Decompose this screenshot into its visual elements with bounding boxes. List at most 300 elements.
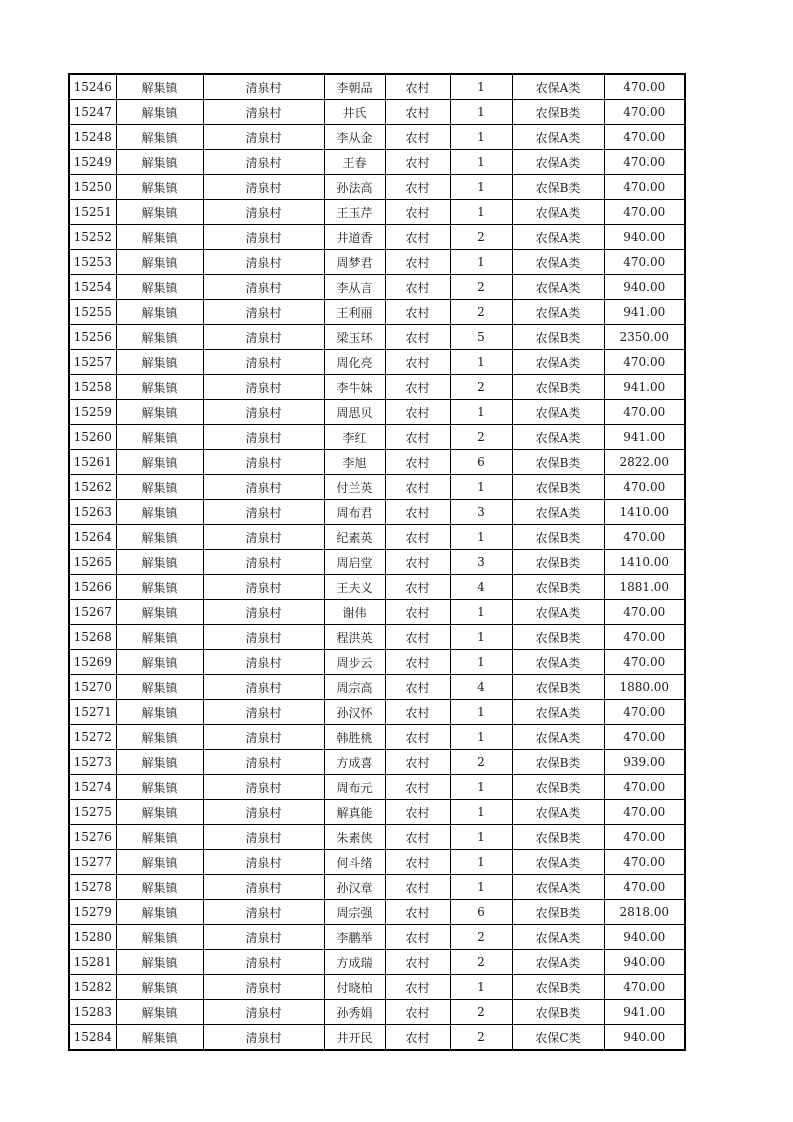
cell-amount: 470.00 bbox=[604, 150, 685, 175]
cell-count: 1 bbox=[450, 850, 512, 875]
cell-amount: 470.00 bbox=[604, 74, 685, 100]
cell-village: 清泉村 bbox=[203, 525, 324, 550]
cell-insurance-class: 农保B类 bbox=[512, 325, 604, 350]
cell-town: 解集镇 bbox=[116, 675, 203, 700]
cell-residence: 农村 bbox=[385, 700, 450, 725]
cell-name: 井氏 bbox=[324, 100, 385, 125]
cell-village: 清泉村 bbox=[203, 550, 324, 575]
cell-count: 2 bbox=[450, 925, 512, 950]
cell-residence: 农村 bbox=[385, 550, 450, 575]
cell-residence: 农村 bbox=[385, 575, 450, 600]
table-row bbox=[69, 150, 685, 175]
cell-count: 5 bbox=[450, 325, 512, 350]
table-row bbox=[69, 675, 685, 700]
table-row bbox=[69, 450, 685, 475]
cell-serial: 15271 bbox=[69, 700, 116, 725]
cell-name: 孙汉怀 bbox=[324, 700, 385, 725]
cell-residence: 农村 bbox=[385, 100, 450, 125]
cell-residence: 农村 bbox=[385, 425, 450, 450]
table-row bbox=[69, 950, 685, 975]
cell-town: 解集镇 bbox=[116, 575, 203, 600]
cell-serial: 15261 bbox=[69, 450, 116, 475]
cell-residence: 农村 bbox=[385, 850, 450, 875]
cell-residence: 农村 bbox=[385, 975, 450, 1000]
cell-residence: 农村 bbox=[385, 525, 450, 550]
cell-village: 清泉村 bbox=[203, 475, 324, 500]
cell-count: 1 bbox=[450, 475, 512, 500]
cell-count: 1 bbox=[450, 175, 512, 200]
cell-serial: 15273 bbox=[69, 750, 116, 775]
cell-amount: 940.00 bbox=[604, 1025, 685, 1051]
cell-name: 孙汉章 bbox=[324, 875, 385, 900]
cell-insurance-class: 农保A类 bbox=[512, 200, 604, 225]
cell-village: 清泉村 bbox=[203, 750, 324, 775]
cell-insurance-class: 农保B类 bbox=[512, 1000, 604, 1025]
cell-residence: 农村 bbox=[385, 1025, 450, 1051]
cell-town: 解集镇 bbox=[116, 125, 203, 150]
cell-insurance-class: 农保B类 bbox=[512, 625, 604, 650]
cell-amount: 470.00 bbox=[604, 775, 685, 800]
table-row bbox=[69, 250, 685, 275]
cell-name: 韩胜桃 bbox=[324, 725, 385, 750]
cell-village: 清泉村 bbox=[203, 800, 324, 825]
cell-amount: 1410.00 bbox=[604, 500, 685, 525]
cell-name: 周宗强 bbox=[324, 900, 385, 925]
cell-name: 方成喜 bbox=[324, 750, 385, 775]
cell-town: 解集镇 bbox=[116, 450, 203, 475]
cell-count: 2 bbox=[450, 300, 512, 325]
table-row bbox=[69, 100, 685, 125]
cell-insurance-class: 农保A类 bbox=[512, 350, 604, 375]
table-row bbox=[69, 175, 685, 200]
cell-name: 谢伟 bbox=[324, 600, 385, 625]
cell-insurance-class: 农保B类 bbox=[512, 750, 604, 775]
cell-insurance-class: 农保B类 bbox=[512, 775, 604, 800]
cell-name: 王夫义 bbox=[324, 575, 385, 600]
cell-town: 解集镇 bbox=[116, 150, 203, 175]
cell-count: 2 bbox=[450, 1025, 512, 1051]
cell-amount: 470.00 bbox=[604, 700, 685, 725]
cell-count: 1 bbox=[450, 975, 512, 1000]
cell-town: 解集镇 bbox=[116, 500, 203, 525]
cell-serial: 15254 bbox=[69, 275, 116, 300]
cell-town: 解集镇 bbox=[116, 525, 203, 550]
cell-insurance-class: 农保A类 bbox=[512, 800, 604, 825]
cell-town: 解集镇 bbox=[116, 1000, 203, 1025]
cell-serial: 15248 bbox=[69, 125, 116, 150]
cell-serial: 15266 bbox=[69, 575, 116, 600]
cell-amount: 470.00 bbox=[604, 525, 685, 550]
cell-amount: 470.00 bbox=[604, 850, 685, 875]
cell-serial: 15253 bbox=[69, 250, 116, 275]
cell-amount: 1881.00 bbox=[604, 575, 685, 600]
table-row bbox=[69, 200, 685, 225]
cell-amount: 941.00 bbox=[604, 375, 685, 400]
cell-count: 6 bbox=[450, 900, 512, 925]
cell-amount: 470.00 bbox=[604, 625, 685, 650]
cell-count: 1 bbox=[450, 350, 512, 375]
cell-name: 李从金 bbox=[324, 125, 385, 150]
cell-village: 清泉村 bbox=[203, 775, 324, 800]
cell-insurance-class: 农保A类 bbox=[512, 275, 604, 300]
cell-village: 清泉村 bbox=[203, 200, 324, 225]
cell-town: 解集镇 bbox=[116, 100, 203, 125]
cell-town: 解集镇 bbox=[116, 950, 203, 975]
table-row bbox=[69, 800, 685, 825]
cell-insurance-class: 农保A类 bbox=[512, 225, 604, 250]
table-row bbox=[69, 875, 685, 900]
cell-village: 清泉村 bbox=[203, 600, 324, 625]
cell-count: 1 bbox=[450, 125, 512, 150]
cell-serial: 15263 bbox=[69, 500, 116, 525]
table-row bbox=[69, 125, 685, 150]
cell-name: 方成瑞 bbox=[324, 950, 385, 975]
cell-town: 解集镇 bbox=[116, 900, 203, 925]
table-row bbox=[69, 775, 685, 800]
cell-town: 解集镇 bbox=[116, 275, 203, 300]
cell-serial: 15259 bbox=[69, 400, 116, 425]
table-row bbox=[69, 700, 685, 725]
cell-insurance-class: 农保A类 bbox=[512, 950, 604, 975]
cell-amount: 470.00 bbox=[604, 400, 685, 425]
cell-count: 2 bbox=[450, 1000, 512, 1025]
cell-insurance-class: 农保C类 bbox=[512, 1025, 604, 1051]
cell-count: 2 bbox=[450, 425, 512, 450]
cell-serial: 15275 bbox=[69, 800, 116, 825]
cell-name: 周化亮 bbox=[324, 350, 385, 375]
table-row bbox=[69, 300, 685, 325]
cell-village: 清泉村 bbox=[203, 725, 324, 750]
cell-village: 清泉村 bbox=[203, 225, 324, 250]
cell-insurance-class: 农保B类 bbox=[512, 550, 604, 575]
cell-insurance-class: 农保A类 bbox=[512, 700, 604, 725]
cell-insurance-class: 农保B类 bbox=[512, 975, 604, 1000]
cell-residence: 农村 bbox=[385, 750, 450, 775]
cell-amount: 940.00 bbox=[604, 925, 685, 950]
cell-count: 2 bbox=[450, 225, 512, 250]
cell-town: 解集镇 bbox=[116, 175, 203, 200]
cell-amount: 940.00 bbox=[604, 950, 685, 975]
cell-insurance-class: 农保B类 bbox=[512, 450, 604, 475]
table-row bbox=[69, 500, 685, 525]
cell-insurance-class: 农保A类 bbox=[512, 925, 604, 950]
cell-town: 解集镇 bbox=[116, 725, 203, 750]
cell-count: 3 bbox=[450, 500, 512, 525]
cell-amount: 470.00 bbox=[604, 875, 685, 900]
cell-residence: 农村 bbox=[385, 500, 450, 525]
cell-village: 清泉村 bbox=[203, 675, 324, 700]
table-row bbox=[69, 550, 685, 575]
cell-insurance-class: 农保B类 bbox=[512, 475, 604, 500]
table-row bbox=[69, 600, 685, 625]
cell-serial: 15255 bbox=[69, 300, 116, 325]
cell-insurance-class: 农保A类 bbox=[512, 425, 604, 450]
cell-amount: 940.00 bbox=[604, 275, 685, 300]
cell-residence: 农村 bbox=[385, 800, 450, 825]
cell-residence: 农村 bbox=[385, 725, 450, 750]
cell-amount: 941.00 bbox=[604, 1000, 685, 1025]
cell-amount: 941.00 bbox=[604, 425, 685, 450]
cell-amount: 470.00 bbox=[604, 800, 685, 825]
cell-residence: 农村 bbox=[385, 950, 450, 975]
cell-count: 1 bbox=[450, 200, 512, 225]
cell-amount: 940.00 bbox=[604, 225, 685, 250]
cell-serial: 15246 bbox=[69, 74, 116, 100]
cell-insurance-class: 农保B类 bbox=[512, 100, 604, 125]
table-row bbox=[69, 74, 685, 100]
cell-village: 清泉村 bbox=[203, 850, 324, 875]
cell-count: 2 bbox=[450, 750, 512, 775]
cell-town: 解集镇 bbox=[116, 625, 203, 650]
cell-town: 解集镇 bbox=[116, 375, 203, 400]
cell-count: 1 bbox=[450, 800, 512, 825]
cell-serial: 15258 bbox=[69, 375, 116, 400]
table-row bbox=[69, 475, 685, 500]
cell-count: 1 bbox=[450, 700, 512, 725]
cell-residence: 农村 bbox=[385, 375, 450, 400]
table-row bbox=[69, 825, 685, 850]
cell-residence: 农村 bbox=[385, 200, 450, 225]
cell-amount: 470.00 bbox=[604, 825, 685, 850]
cell-village: 清泉村 bbox=[203, 575, 324, 600]
cell-name: 李旭 bbox=[324, 450, 385, 475]
cell-count: 4 bbox=[450, 575, 512, 600]
cell-town: 解集镇 bbox=[116, 650, 203, 675]
cell-town: 解集镇 bbox=[116, 975, 203, 1000]
cell-serial: 15257 bbox=[69, 350, 116, 375]
cell-village: 清泉村 bbox=[203, 1000, 324, 1025]
cell-insurance-class: 农保B类 bbox=[512, 525, 604, 550]
cell-residence: 农村 bbox=[385, 150, 450, 175]
cell-name: 王利丽 bbox=[324, 300, 385, 325]
cell-insurance-class: 农保B类 bbox=[512, 675, 604, 700]
cell-name: 孙秀娟 bbox=[324, 1000, 385, 1025]
cell-count: 2 bbox=[450, 950, 512, 975]
table-row bbox=[69, 925, 685, 950]
cell-amount: 470.00 bbox=[604, 475, 685, 500]
table-row bbox=[69, 325, 685, 350]
cell-name: 李牛妹 bbox=[324, 375, 385, 400]
table-row bbox=[69, 350, 685, 375]
cell-name: 周梦君 bbox=[324, 250, 385, 275]
cell-insurance-class: 农保B类 bbox=[512, 900, 604, 925]
cell-town: 解集镇 bbox=[116, 74, 203, 100]
cell-residence: 农村 bbox=[385, 250, 450, 275]
table-row bbox=[69, 275, 685, 300]
cell-serial: 15262 bbox=[69, 475, 116, 500]
cell-name: 周布君 bbox=[324, 500, 385, 525]
cell-town: 解集镇 bbox=[116, 225, 203, 250]
cell-name: 程洪英 bbox=[324, 625, 385, 650]
cell-village: 清泉村 bbox=[203, 350, 324, 375]
cell-residence: 农村 bbox=[385, 625, 450, 650]
cell-insurance-class: 农保A类 bbox=[512, 150, 604, 175]
cell-insurance-class: 农保A类 bbox=[512, 400, 604, 425]
cell-serial: 15276 bbox=[69, 825, 116, 850]
cell-residence: 农村 bbox=[385, 450, 450, 475]
cell-village: 清泉村 bbox=[203, 175, 324, 200]
cell-serial: 15272 bbox=[69, 725, 116, 750]
cell-insurance-class: 农保A类 bbox=[512, 300, 604, 325]
cell-name: 解真能 bbox=[324, 800, 385, 825]
cell-name: 李红 bbox=[324, 425, 385, 450]
cell-town: 解集镇 bbox=[116, 475, 203, 500]
cell-name: 周思贝 bbox=[324, 400, 385, 425]
cell-town: 解集镇 bbox=[116, 800, 203, 825]
cell-residence: 农村 bbox=[385, 875, 450, 900]
cell-town: 解集镇 bbox=[116, 350, 203, 375]
cell-name: 王春 bbox=[324, 150, 385, 175]
cell-village: 清泉村 bbox=[203, 825, 324, 850]
cell-serial: 15270 bbox=[69, 675, 116, 700]
cell-count: 2 bbox=[450, 275, 512, 300]
cell-village: 清泉村 bbox=[203, 125, 324, 150]
cell-insurance-class: 农保B类 bbox=[512, 575, 604, 600]
cell-residence: 农村 bbox=[385, 475, 450, 500]
cell-insurance-class: 农保B类 bbox=[512, 175, 604, 200]
cell-town: 解集镇 bbox=[116, 250, 203, 275]
cell-name: 井道香 bbox=[324, 225, 385, 250]
cell-village: 清泉村 bbox=[203, 650, 324, 675]
cell-insurance-class: 农保A类 bbox=[512, 725, 604, 750]
table-row bbox=[69, 650, 685, 675]
table-row bbox=[69, 425, 685, 450]
cell-name: 王玉芹 bbox=[324, 200, 385, 225]
cell-amount: 470.00 bbox=[604, 975, 685, 1000]
cell-amount: 470.00 bbox=[604, 175, 685, 200]
cell-count: 1 bbox=[450, 825, 512, 850]
cell-residence: 农村 bbox=[385, 125, 450, 150]
cell-name: 梁玉环 bbox=[324, 325, 385, 350]
cell-count: 4 bbox=[450, 675, 512, 700]
cell-village: 清泉村 bbox=[203, 950, 324, 975]
cell-amount: 2350.00 bbox=[604, 325, 685, 350]
cell-village: 清泉村 bbox=[203, 450, 324, 475]
subsidy-roster-table bbox=[68, 73, 686, 1051]
cell-town: 解集镇 bbox=[116, 325, 203, 350]
cell-insurance-class: 农保A类 bbox=[512, 500, 604, 525]
cell-amount: 470.00 bbox=[604, 200, 685, 225]
cell-name: 周步云 bbox=[324, 650, 385, 675]
cell-amount: 470.00 bbox=[604, 600, 685, 625]
cell-insurance-class: 农保A类 bbox=[512, 875, 604, 900]
cell-amount: 2818.00 bbox=[604, 900, 685, 925]
cell-amount: 470.00 bbox=[604, 250, 685, 275]
cell-insurance-class: 农保A类 bbox=[512, 600, 604, 625]
cell-count: 1 bbox=[450, 150, 512, 175]
cell-serial: 15264 bbox=[69, 525, 116, 550]
cell-residence: 农村 bbox=[385, 600, 450, 625]
cell-serial: 15283 bbox=[69, 1000, 116, 1025]
cell-serial: 15280 bbox=[69, 925, 116, 950]
cell-insurance-class: 农保A类 bbox=[512, 850, 604, 875]
cell-village: 清泉村 bbox=[203, 425, 324, 450]
cell-count: 1 bbox=[450, 74, 512, 100]
cell-amount: 470.00 bbox=[604, 725, 685, 750]
table-row bbox=[69, 400, 685, 425]
table-row bbox=[69, 900, 685, 925]
table-body bbox=[69, 74, 685, 1050]
cell-insurance-class: 农保A类 bbox=[512, 250, 604, 275]
cell-residence: 农村 bbox=[385, 325, 450, 350]
cell-village: 清泉村 bbox=[203, 150, 324, 175]
cell-count: 1 bbox=[450, 250, 512, 275]
cell-village: 清泉村 bbox=[203, 500, 324, 525]
cell-serial: 15268 bbox=[69, 625, 116, 650]
cell-village: 清泉村 bbox=[203, 900, 324, 925]
cell-town: 解集镇 bbox=[116, 750, 203, 775]
cell-count: 1 bbox=[450, 625, 512, 650]
cell-village: 清泉村 bbox=[203, 625, 324, 650]
cell-residence: 农村 bbox=[385, 275, 450, 300]
cell-amount: 1410.00 bbox=[604, 550, 685, 575]
cell-serial: 15252 bbox=[69, 225, 116, 250]
cell-count: 1 bbox=[450, 400, 512, 425]
cell-amount: 470.00 bbox=[604, 100, 685, 125]
table-row bbox=[69, 225, 685, 250]
cell-serial: 15284 bbox=[69, 1025, 116, 1051]
cell-serial: 15269 bbox=[69, 650, 116, 675]
cell-serial: 15278 bbox=[69, 875, 116, 900]
cell-village: 清泉村 bbox=[203, 275, 324, 300]
cell-serial: 15274 bbox=[69, 775, 116, 800]
cell-village: 清泉村 bbox=[203, 975, 324, 1000]
cell-residence: 农村 bbox=[385, 400, 450, 425]
table-row bbox=[69, 1000, 685, 1025]
cell-residence: 农村 bbox=[385, 900, 450, 925]
cell-serial: 15260 bbox=[69, 425, 116, 450]
cell-town: 解集镇 bbox=[116, 925, 203, 950]
cell-amount: 2822.00 bbox=[604, 450, 685, 475]
cell-count: 1 bbox=[450, 875, 512, 900]
cell-count: 1 bbox=[450, 525, 512, 550]
cell-village: 清泉村 bbox=[203, 875, 324, 900]
table-row bbox=[69, 575, 685, 600]
cell-serial: 15251 bbox=[69, 200, 116, 225]
cell-residence: 农村 bbox=[385, 925, 450, 950]
cell-insurance-class: 农保A类 bbox=[512, 125, 604, 150]
cell-village: 清泉村 bbox=[203, 1025, 324, 1051]
cell-village: 清泉村 bbox=[203, 400, 324, 425]
cell-name: 周启堂 bbox=[324, 550, 385, 575]
cell-amount: 470.00 bbox=[604, 650, 685, 675]
cell-insurance-class: 农保B类 bbox=[512, 825, 604, 850]
cell-name: 李从言 bbox=[324, 275, 385, 300]
cell-count: 2 bbox=[450, 375, 512, 400]
cell-residence: 农村 bbox=[385, 175, 450, 200]
cell-name: 朱素侠 bbox=[324, 825, 385, 850]
cell-town: 解集镇 bbox=[116, 700, 203, 725]
cell-residence: 农村 bbox=[385, 300, 450, 325]
table-row bbox=[69, 625, 685, 650]
cell-amount: 939.00 bbox=[604, 750, 685, 775]
cell-town: 解集镇 bbox=[116, 200, 203, 225]
cell-residence: 农村 bbox=[385, 675, 450, 700]
cell-serial: 15256 bbox=[69, 325, 116, 350]
cell-insurance-class: 农保B类 bbox=[512, 375, 604, 400]
cell-name: 周宗高 bbox=[324, 675, 385, 700]
cell-residence: 农村 bbox=[385, 775, 450, 800]
table-row bbox=[69, 1025, 685, 1051]
table-row bbox=[69, 850, 685, 875]
cell-village: 清泉村 bbox=[203, 925, 324, 950]
cell-count: 1 bbox=[450, 775, 512, 800]
table-row bbox=[69, 525, 685, 550]
cell-town: 解集镇 bbox=[116, 850, 203, 875]
cell-serial: 15249 bbox=[69, 150, 116, 175]
cell-residence: 农村 bbox=[385, 1000, 450, 1025]
cell-count: 6 bbox=[450, 450, 512, 475]
